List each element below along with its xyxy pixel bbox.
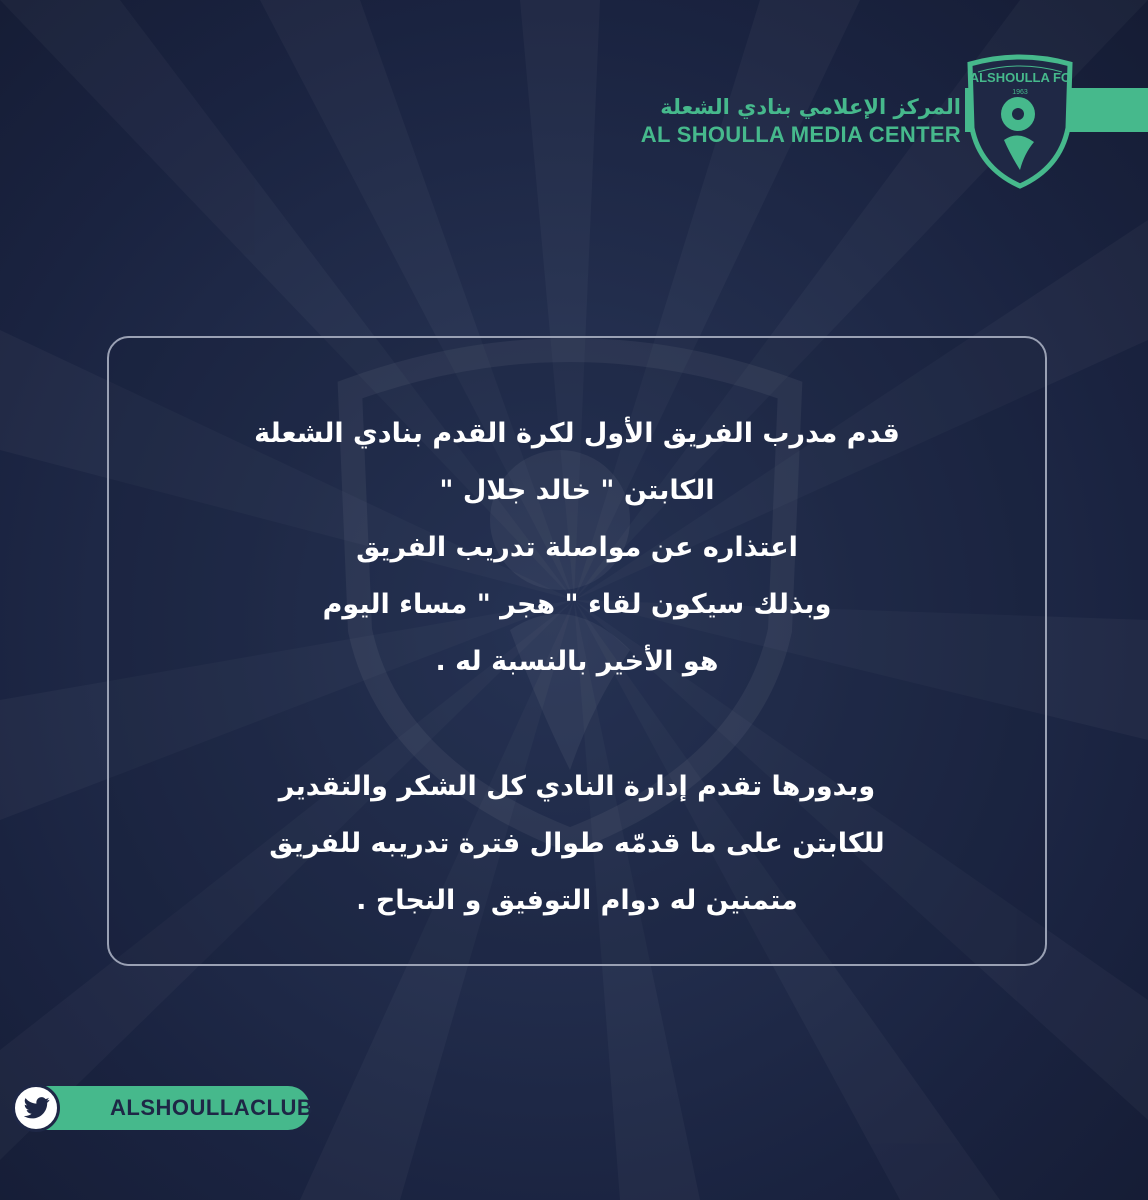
media-center-title-arabic: المركز الإعلامي بنادي الشعلة — [660, 95, 961, 119]
announcement-line: قدم مدرب الفريق الأول لكرة القدم بنادي الشعلة — [254, 418, 900, 449]
media-center-title-english: AL SHOULLA MEDIA CENTER — [640, 122, 961, 147]
crest-year: 1963 — [1012, 89, 1028, 96]
announcement-line: وبذلك سيكون لقاء " هجر " مساء اليوم — [322, 589, 832, 620]
announcement-line: وبدورها تقدم إدارة النادي كل الشكر والتقدير — [278, 771, 876, 802]
announcement-line: للكابتن على ما قدمّه طوال فترة تدريبه للفريق — [269, 828, 885, 859]
announcement-line: الكابتن " خالد جلال " — [439, 475, 715, 506]
announcement-card — [107, 336, 1047, 966]
twitter-handle-badge[interactable] — [40, 1086, 314, 1130]
twitter-icon — [24, 1097, 50, 1119]
announcement-paragraph-2 — [109, 758, 1045, 929]
announcement-line: اعتذاره عن مواصلة تدريب الفريق — [356, 532, 798, 563]
twitter-handle: ALSHOULLACLUB — [110, 1095, 314, 1120]
twitter-button[interactable] — [12, 1084, 60, 1132]
crest-text: ALSHOULLA FC — [969, 70, 1071, 85]
announcement-paragraph-1 — [109, 405, 1045, 690]
announcement-line: هو الأخير بالنسبة له . — [435, 646, 719, 677]
club-crest-icon — [960, 50, 1080, 190]
announcement-line: متمنين له دوام التوفيق و النجاح . — [356, 885, 798, 916]
